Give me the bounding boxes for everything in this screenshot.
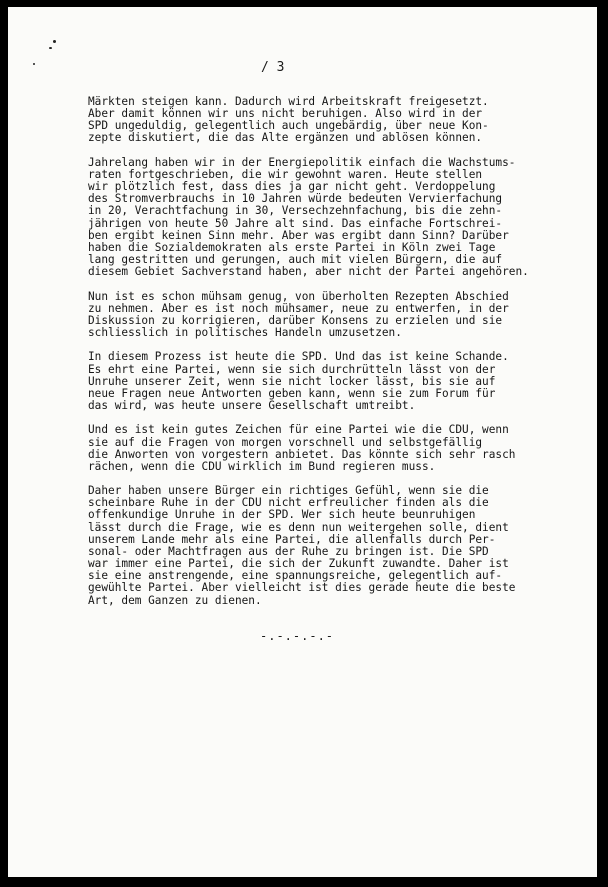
text-line: zu nehmen. Aber es ist noch mühsamer, neue zu entwerfen, in der	[88, 301, 509, 315]
scan-speck	[33, 63, 35, 65]
text-line: Nun ist es schon mühsam genug, von überholten Rezepten Abschied	[88, 289, 509, 303]
paragraph-2	[88, 157, 558, 279]
text-line: SPD ungeduldig, gelegentlich auch ungebärdig, über neue Kon-	[88, 119, 489, 133]
text-line: rächen, wenn die CDU wirklich im Bund regieren muss.	[88, 459, 436, 473]
text-line: Unruhe unserer Zeit, wenn sie nicht locker lässt, bis sie auf	[88, 374, 496, 388]
page-number: / 3	[261, 60, 285, 75]
text-line: schliesslich in politisches Handeln umzusetzen.	[88, 326, 402, 340]
text-line: Diskussion zu korrigieren, darüber Konsens zu erzielen und sie	[88, 313, 503, 327]
paragraph-3	[88, 291, 558, 340]
text-line: offenkundige Unruhe in der SPD. Wer sich heute beunruhigen	[88, 508, 476, 522]
scan-speck	[49, 47, 52, 49]
paragraph-1	[88, 96, 558, 145]
text-line: sie auf die Fragen von morgen vorschnell und selbstgefällig	[88, 435, 483, 449]
text-line: Aber damit können wir uns nicht beruhigen. Also wird in der	[88, 107, 483, 121]
text-line: des Stromverbrauchs in 10 Jahren würde bedeuten Vervierfachung	[88, 192, 503, 206]
text-line: Märkten steigen kann. Dadurch wird Arbeitskraft freigesetzt.	[88, 95, 489, 108]
text-line: das wird, was heute unsere Gesellschaft umtreibt.	[88, 399, 416, 412]
text-line: die Anworten von vorgestern anbietet. Das könnte sich sehr rasch	[88, 447, 516, 461]
text-line: Und es ist kein gutes Zeichen für eine Partei wie die CDU, wenn	[88, 423, 509, 437]
text-line: gewühlte Partei. Aber vielleicht ist dies gerade heute die beste	[88, 581, 516, 595]
text-line: scheinbare Ruhe in der CDU nicht erfreulicher finden als die	[88, 496, 489, 510]
end-mark: -.-.-.-.-	[260, 629, 335, 643]
text-line: Jahrelang haben wir in der Energiepolitik einfach die Wachstums-	[88, 155, 516, 169]
paragraph-5	[88, 424, 558, 473]
text-line: diesem Gebiet Sachverstand haben, aber nicht der Partei angehören.	[88, 265, 529, 279]
text-line: lässt durch die Frage, wie es denn nun weitergehen solle, dient	[88, 520, 509, 534]
paragraph-6	[88, 485, 558, 607]
body-text	[88, 96, 558, 619]
text-line: neue Fragen neue Antworten geben kann, wenn sie zum Forum für	[88, 386, 496, 400]
text-line: jährigen von heute 50 Jahre alt sind. Das einfache Fortschrei-	[88, 216, 503, 230]
text-line: lang gestritten und gerungen, auch mit vielen Bürgern, die auf	[88, 253, 503, 267]
text-line: Daher haben unsere Bürger ein richtiges Gefühl, wenn sie die	[88, 484, 489, 498]
text-line: wir plötzlich fest, dass dies ja gar nicht geht. Verdoppelung	[88, 180, 496, 194]
text-line: Es ehrt eine Partei, wenn sie sich durchrütteln lässt von der	[88, 362, 496, 376]
text-line: war immer eine Partei, die sich der Zukunft zuwandte. Daher ist	[88, 557, 509, 571]
text-line: Art, dem Ganzen zu dienen.	[88, 593, 262, 607]
text-line: haben die Sozialdemokraten als erste Partei in Köln zwei Tage	[88, 240, 496, 254]
text-line: raten fortgeschrieben, die wir gewohnt waren. Heute stellen	[88, 167, 483, 181]
scan-speck	[53, 40, 56, 43]
text-line: unserem Lande mehr als eine Partei, die allenfalls durch Per-	[88, 532, 496, 546]
text-line: zepte diskutiert, die das Alte ergänzen und ablösen können.	[88, 131, 483, 145]
text-line: ben ergibt keinen Sinn mehr. Aber was ergibt dann Sinn? Darüber	[88, 228, 509, 242]
document-page	[8, 7, 597, 877]
paragraph-4	[88, 351, 558, 412]
text-line: in 20, Verachtfachung in 30, Versechzehnfachung, bis die zehn-	[88, 204, 503, 218]
text-line: In diesem Prozess ist heute die SPD. Und das ist keine Schande.	[88, 350, 509, 364]
text-line: sie eine anstrengende, eine spannungsreiche, gelegentlich auf-	[88, 569, 503, 583]
text-line: sonal- oder Machtfragen aus der Ruhe zu bringen ist. Die SPD	[88, 544, 489, 558]
